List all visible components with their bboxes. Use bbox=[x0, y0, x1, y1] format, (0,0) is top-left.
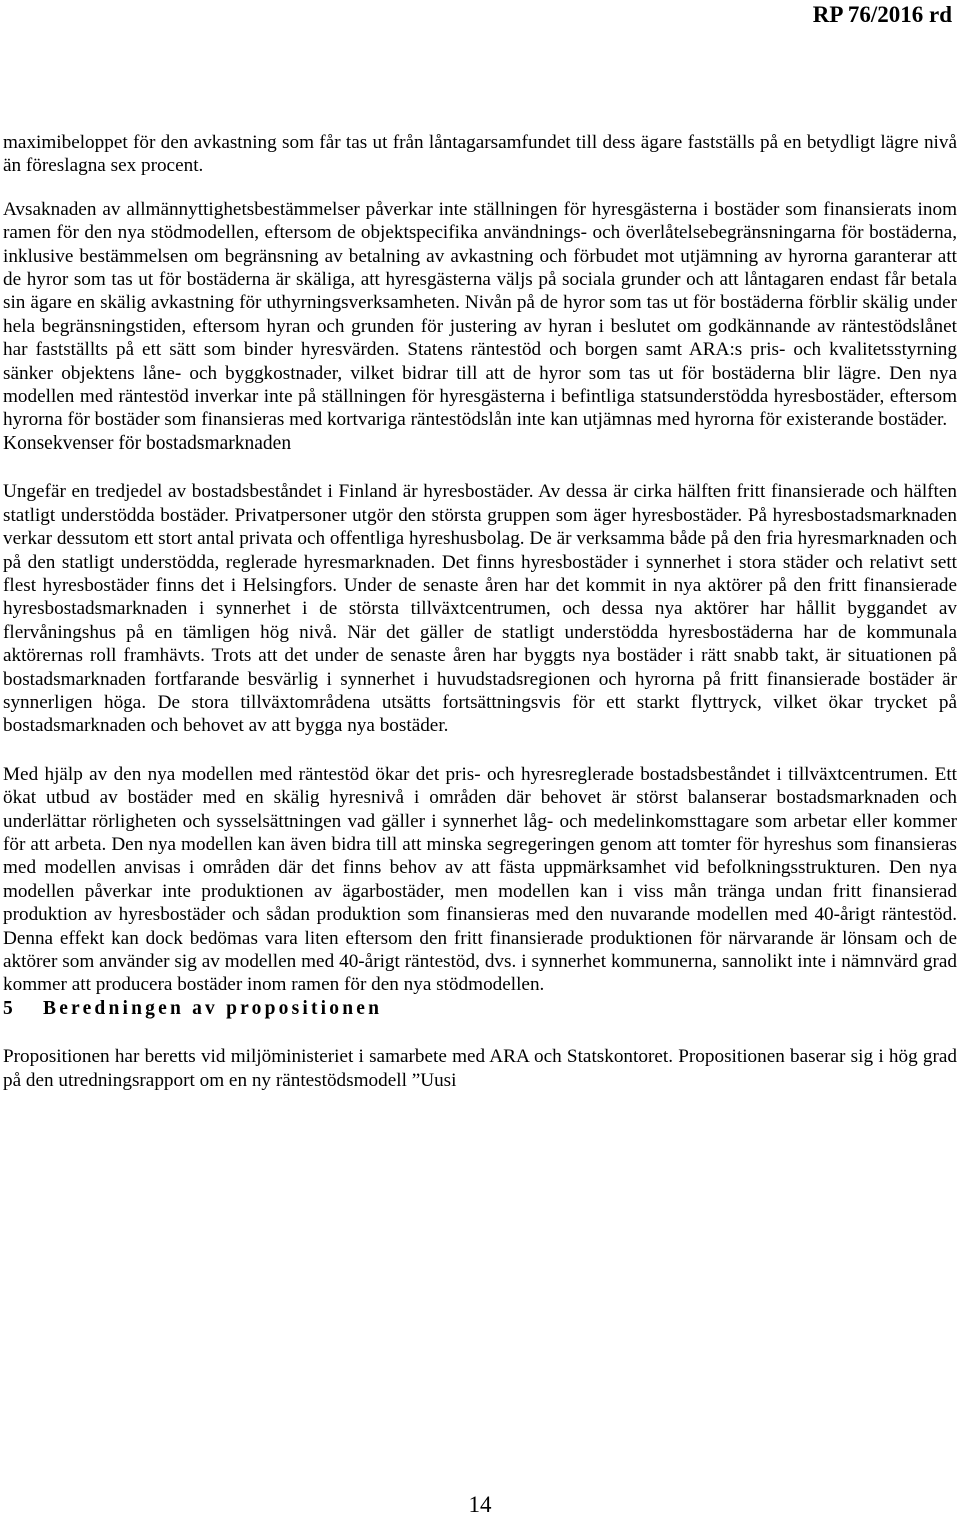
page-number: 14 bbox=[468, 1492, 492, 1517]
subheading-bostadsmarknaden: Konsekvenser för bostadsmarknaden bbox=[3, 432, 292, 454]
paragraph-beredning: Propositionen har beretts vid miljöministeriet i samarbete med ARA och Statskontoret. Propositionen baserar sig i hög grad på den utredningsrapport om en ny räntestödsmodell ”Uusi bbox=[3, 1046, 957, 1091]
document-body bbox=[3, 131, 957, 1092]
paragraph-continuation: maximibeloppet för den avkastning som får tas ut från låntagarsamfundet till dess ägare fastställs på en betydligt lägre nivå än föreslagna sex procent. bbox=[3, 132, 957, 177]
document-reference: RP 76/2016 rd bbox=[812, 2, 952, 27]
section-title: Beredningen av propositionen bbox=[43, 997, 383, 1019]
section-number: 5 bbox=[3, 997, 13, 1019]
section-heading bbox=[3, 997, 957, 1020]
paragraph-hyresbostader: Ungefär en tredjedel av bostadsbeståndet i Finland är hyresbostäder. Av dessa är cirka hälften fritt finansierade och hälften statligt understödda bostäder. Privatpersoner utgör den största gruppen som äger hyresbostäder. På hyresbostadsmarknaden verkar dessutom ett stort antal privata och offentliga hyreshusbolag. De är verksamma både på den fria hyresmarknaden och på den statligt understödda, reglerade hyresmarknaden. Det finns hyresbostäder i synnerhet i stora städer och relativt sett flest hyresbostäder finns det i Helsingfors. Under de senaste åren har det kommit in nya aktörer på den fritt finansierade hyresbostadsmarknaden i synnerhet i de största tillväxtcentrumen, och dessa nya aktörer har hållit byggandet av flervåningshus på en tämligen hög nivå. När det gäller de statligt understödda hyresbostäderna har de kommunala aktörernas roll framhävts. Trots att det under de senaste åren har byggts nya bostäder i rätt snabb takt, är situationen på bostadsmarknaden fortfarande besvärlig i synnerhet i huvudstadsregionen och hyrorna på fritt finansierade bostäder är synnerligen höga. De stora tillväxtområdena utsätts fortsättningsvis för ett starkt flyttryck, vilket ökar trycket på bostadsmarknaden och behovet av att bygga nya bostäder. bbox=[3, 481, 957, 737]
paragraph-ny-modell: Med hjälp av den nya modellen med räntestöd ökar det pris- och hyresreglerade bostadsbeståndet i tillväxtcentrumen. Ett ökat utbud av bostäder med en skälig hyresnivå i områden där behovet är störst balanserar bostadsmarknaden och underlättar rörligheten och sysselsättningen vad gäller i synnerhet låg- och medelinkomsttagare som arbetar eller kommer för att arbeta. Den nya modellen kan även bidra till att minska segregeringen genom att tomter för hyreshus som finansieras med modellen anvisas i områden där det finns behov av att fästa uppmärksamhet vid befolkningsstrukturen. Den nya modellen påverkar inte produktionen av ägarbostäder, men modellen kan i viss mån tränga undan fritt finansierad produktion av hyresbostäder och sådan produktion som finansieras med den nuvarande modellen med 40-årigt räntestöd. Denna effekt kan dock bedömas vara liten eftersom den fritt finansierade produktionen för närvarande är lönsam och de aktörer som använder sig av modellen med 40-årigt räntestöd, dvs. i synnerhet kommunerna, sannolikt inte i nämnvärd grad kommer att producera bostäder inom ramen för den nya stödmodellen. bbox=[3, 763, 957, 996]
paragraph-allmannyttighet: Avsaknaden av allmännyttighetsbestämmelser påverkar inte ställningen för hyresgästerna i bostäder som finansierats inom ramen för den nya stödmodellen, eftersom de objektspecifika användnings- och överlåtelsebegränsningarna för bostäderna, inklusive bestämmelsen om begränsning av betalning av avkastning och förbudet mot utjämning av hyrorna garanterar att de hyror som tas ut för bostäderna är skäliga, att hyresgästerna väljs på sociala grunder och att låntagaren endast får betala sin ägare en skälig avkastning för uthyrningsverksamheten. Nivån på de hyror som tas ut för bostäderna förblir skälig under hela begränsningstiden, eftersom hyran och grunden för justering av hyran i beslutet om godkännande av räntestödslånet har fastställts på ett sätt som binder hyresvärden. Statens räntestöd och borgen samt ARA:s pris- och kvalitetsstyrning sänker objektens låne- och byggkostnader, vilket bidrar till att de hyror som tas ut för bostäderna blir lägre. Den nya modellen med räntestöd inverkar inte på ställningen för hyresgästerna i befintliga statsunderstödda hyresbostäder, eftersom hyrorna för bostäder som finansieras med kortvariga räntestödslån inte kan utjämnas med hyrorna för existerande bostäder. bbox=[3, 198, 957, 431]
